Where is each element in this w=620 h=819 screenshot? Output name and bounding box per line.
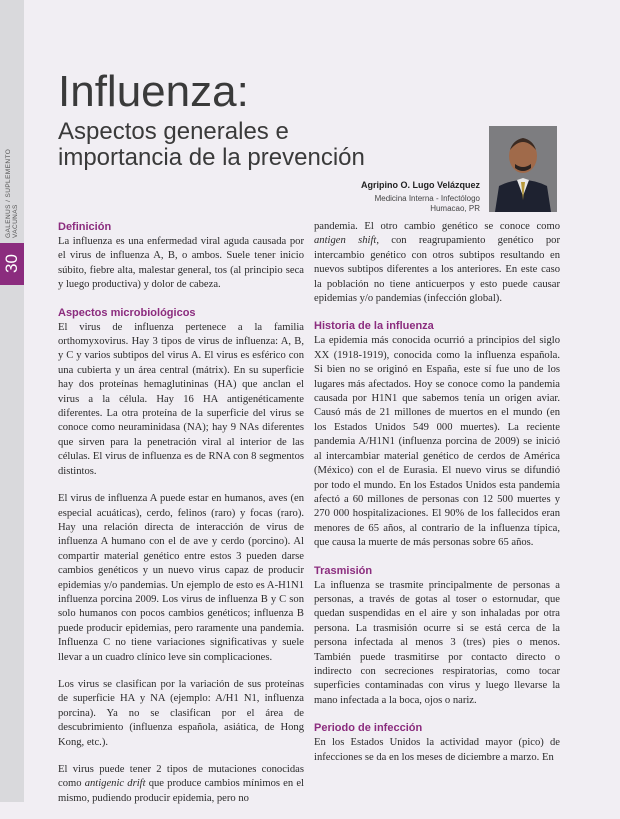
paragraph-aspectos-2: El virus de influenza A puede estar en humanos, aves (en especial acuáticas), cerdo, felinos (raro) y focas (raro). Hay una relación directa de interacción de virus de influenza A humano con el de ave y cerdo (porcino). Al compartir material genético entre estos 3 pueden darse cambios genéticos y un nuevo virus capaz de producir epidemias y/o pandemias. Un ejemplo de esto es A-H1N1 influenza porcina 2009. Los virus de influenza B y C son solo humanos con pocos cambios genéticos; influenza B puede producir epidemias, pero raramente una pandemia. Influenza C no tiene variaciones significativas y suele llevar a un cuadro clínico leve sin complicaciones. bbox=[58, 493, 304, 663]
paragraph-periodo: En los Estados Unidos la actividad mayor (pico) de infecciones se da en los meses de diciembre a marzo. En bbox=[314, 737, 560, 763]
term-antigen-shift: antigen shift bbox=[314, 235, 377, 247]
author-specialty: Medicina Interna - Infectólogo bbox=[374, 194, 480, 203]
paragraph-trasmision: La influenza se trasmite principalmente de personas a personas, a través de gotas al toser o estornudar, que quedan suspendidas en el aire y son inhaladas por otra persona. La trasmisión ocurre si se está cerca de la persona infectada al menos 3 (tres) pies o menos. También puede trasmitirse por contacto directo o indirecto con secreciones respiratorias, como tocar superficies contaminadas con virus y luego llevarse la mano infectada a la boca, ojos o nariz. bbox=[314, 579, 560, 706]
left-column bbox=[58, 220, 304, 819]
heading-trasmision: Trasmisión bbox=[314, 564, 373, 577]
text-span: que produce cambios mínimos en el mismo, pudiendo producir epidemia, pero no bbox=[58, 778, 304, 804]
term-antigenic-drift: antigenic drift bbox=[84, 778, 146, 790]
paragraph-definicion: La influenza es una enfermedad viral aguda causada por el virus de influenza A, B, o ambos. Suele tener inicio súbito, fiebre alta, malestar general, tos (al principio seca y luego productiva) y dolor de cabeza. bbox=[58, 236, 304, 291]
heading-aspectos: Aspectos microbiológicos bbox=[58, 306, 196, 319]
author-location: Humacao, PR bbox=[430, 204, 480, 213]
text-span: pandemia. El otro cambio genético se conoce como bbox=[314, 221, 560, 232]
paragraph-aspectos-1: El virus de influenza pertenece a la familia orthomyxovirus. Hay 3 tipos de virus de influenza: A, B, y C y varios subtipos del virus A. El virus es esférico con una cubierta y un área central (mátrix). En su superficie hay dos proteínas hemaglutininas (HA) que anclan el virus a la célula. Hay 16 HA antigenéticamente diferentes. La otra proteína de la superficie del virus se conoce como neuraminidasa (NA); hay 9 NAs diferentes que sirven para la penetración viral al interior de las células. El virus de influenza es de RNA con 8 segmentos distintos. bbox=[58, 321, 304, 477]
text-span: El virus puede tener 2 tipos de mutaciones conocidas como bbox=[58, 764, 304, 790]
article-subtitle: Aspectos generales e importancia de la prevención bbox=[58, 118, 365, 171]
author-photo bbox=[489, 126, 557, 212]
page-number: 30 bbox=[2, 254, 21, 274]
heading-periodo: Periodo de infección bbox=[314, 722, 423, 735]
author-portrait-image bbox=[489, 126, 557, 212]
running-header: GALENUS / SUPLEMENTO VACUNAS bbox=[5, 148, 19, 238]
heading-historia: Historia de la influenza bbox=[314, 320, 434, 333]
author-block bbox=[361, 180, 480, 214]
right-column bbox=[314, 220, 560, 773]
paragraph-continuation bbox=[314, 220, 560, 306]
paragraph-aspectos-3: Los virus se clasifican por la variación de sus proteínas de superficie HA y NA (ejemplo: A/H1 N1, influenza porcina). Ya no se clasifican por el área de descubrimiento (influenza española, asiática, de Hong Kong, etc.). bbox=[58, 678, 304, 748]
heading-definicion: Definición bbox=[58, 221, 112, 233]
article-title: Influenza: bbox=[58, 67, 249, 116]
author-name: Agripino O. Lugo Velázquez bbox=[360, 180, 480, 190]
paragraph-historia: La epidemia más conocida ocurrió a principios del siglo XX (1918-1919), conocida como la influenza española. Si bien no se originó en España, este sí fue uno de los lugares más afectados. Hoy se conoce como la pandemia causada por H1N1 que sabemos tenía un origen aviar. Causó más de 21 millones de muertos en el mundo (en los Estados Unidos 549 000 muertes). La reciente pandemia A/H1N1 (influenza porcina de 2009) se inició al intercambiar material genético de cerdos de América (México) con el de Eurasia. El nuevo virus se difundió por todo el mundo. En los Estados Unidos esta pandemia afectó a 60 millones de personas con 12 500 muertes y 270 000 hospitalizaciones. El 90% de los fallecidos eran menores de 65 años, al contrario de la influenza típica, que causa la muerte de más personas sobre 65 años. bbox=[314, 335, 560, 549]
paragraph-aspectos-4 bbox=[58, 763, 304, 806]
text-span: , con reagrupamiento genético por intercambio genético con otros subtipos resultando en nuevos subtipos diferentes a los anteriores. En este caso la población no tiene anticuerpos y esto puede causar epidemias y/o pandemias (infección global). bbox=[314, 235, 560, 305]
